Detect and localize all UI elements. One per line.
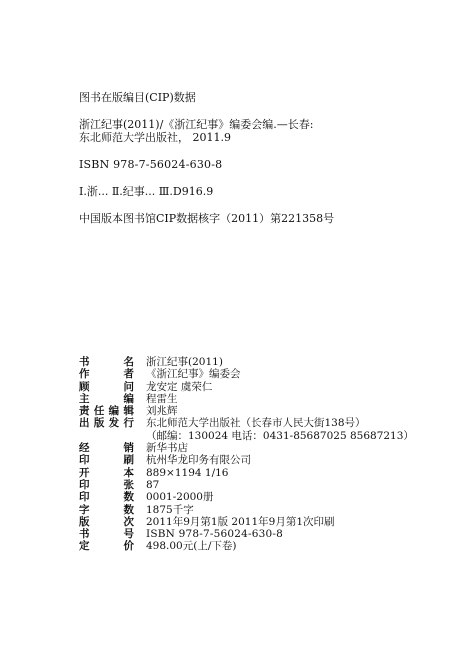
detail-row-sheets: [79, 479, 414, 491]
detail-row-distributor: [79, 442, 414, 454]
cip-isbn: ISBN 978-7-56024-630-8: [79, 158, 223, 171]
cip-heading: 图书在版编目(CIP)数据: [79, 91, 196, 104]
detail-value: 浙江纪事(2011): [146, 356, 223, 368]
detail-label: 责任编辑: [79, 405, 134, 418]
detail-row-title: [79, 356, 414, 368]
detail-row-format: [79, 467, 414, 479]
cip-record-number: 中国版本图书馆CIP数据核字（2011）第221358号: [79, 212, 335, 225]
detail-value: 新华书店: [146, 442, 188, 455]
detail-label: 印 刷: [79, 454, 134, 467]
detail-row-advisor: [79, 381, 414, 393]
detail-label: 作 者: [79, 368, 134, 381]
detail-label: 印 数: [79, 491, 134, 504]
detail-row-price: [79, 540, 414, 552]
detail-label: 经 销: [79, 442, 134, 455]
detail-value: 2011年9月第1版 2011年9月第1次印刷: [146, 515, 335, 528]
detail-value: 龙安定 虞荣仁: [146, 380, 213, 393]
publication-details: [79, 356, 414, 553]
detail-label: 印 张: [79, 478, 134, 491]
detail-row-word-count: [79, 504, 414, 516]
detail-row-responsible-editor: [79, 405, 414, 417]
detail-value: ISBN 978-7-56024-630-8: [146, 528, 284, 541]
detail-value: （邮编：130024 电话：0431-85687025 85687213）: [146, 429, 414, 442]
detail-label: 出版发行: [79, 417, 134, 430]
detail-row-author: [79, 368, 414, 380]
detail-label: 字 数: [79, 503, 134, 516]
cip-line-publisher: 东北师范大学出版社， 2011.9: [79, 131, 231, 144]
detail-row-edition: [79, 516, 414, 528]
detail-row-publisher: [79, 417, 414, 429]
detail-row-print-run: [79, 491, 414, 503]
detail-value: 《浙江纪事》编委会: [146, 368, 241, 381]
detail-row-publisher-contact: [79, 430, 414, 442]
detail-label: 开 本: [79, 466, 134, 479]
detail-row-book-number: [79, 528, 414, 540]
cip-classification: Ⅰ.浙... Ⅱ.纪事... Ⅲ.D916.9: [79, 185, 214, 198]
detail-value: 东北师范大学出版社（长春市人民大街138号）: [146, 417, 366, 430]
detail-value: 刘兆辉: [146, 405, 178, 418]
detail-label: 顾 问: [79, 380, 134, 393]
detail-value: 889×1194 1/16: [146, 466, 229, 479]
detail-value: 498.00元(上/下卷): [146, 540, 237, 553]
detail-value: 杭州华龙印务有限公司: [146, 454, 251, 467]
detail-label: 主 编: [79, 392, 134, 405]
detail-label: 书 名: [79, 356, 134, 368]
detail-value: 87: [146, 478, 160, 491]
cip-line-title: 浙江纪事(2011)/《浙江纪事》编委会编.—长春:: [79, 118, 314, 131]
detail-row-printer: [79, 454, 414, 466]
detail-label: 书 号: [79, 528, 134, 541]
detail-value: 程雷生: [146, 392, 178, 405]
detail-value: 1875千字: [146, 503, 194, 516]
cip-block: [79, 91, 334, 225]
detail-label: 版 次: [79, 515, 134, 528]
detail-label: 定 价: [79, 540, 134, 553]
detail-row-chief-editor: [79, 393, 414, 405]
detail-value: 0001-2000册: [146, 491, 214, 504]
